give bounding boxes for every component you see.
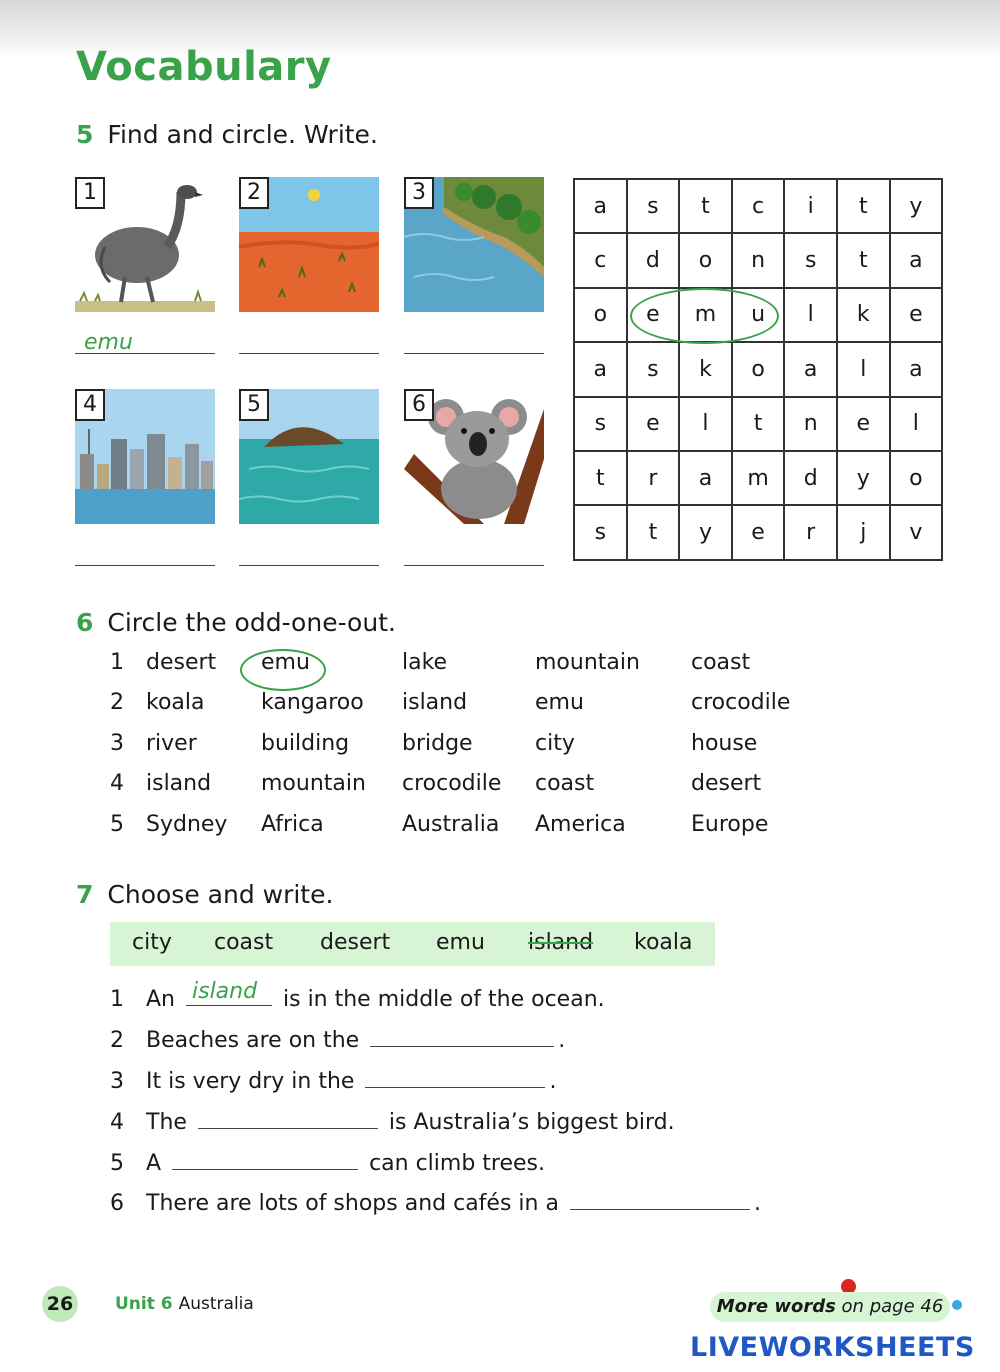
picture-koala	[404, 389, 544, 524]
answer-blank[interactable]	[186, 979, 272, 1006]
grid-letter[interactable]: y	[837, 451, 890, 505]
word-option[interactable]: lake	[402, 650, 448, 675]
odd-one-out-circle	[240, 649, 326, 691]
word-option[interactable]: desert	[146, 650, 217, 675]
grid-letter[interactable]: a	[574, 342, 627, 396]
answer-line-5[interactable]	[239, 565, 379, 566]
word-option[interactable]: America	[535, 812, 626, 837]
word-option[interactable]: koala	[146, 690, 205, 715]
unit-number: Unit 6	[115, 1294, 173, 1314]
sentence-1	[110, 979, 605, 1012]
exercise-6-heading	[76, 608, 396, 637]
word-option[interactable]: coast	[691, 650, 751, 675]
answer-line-6[interactable]	[404, 565, 544, 566]
answer-emu: emu	[84, 330, 133, 355]
word-option[interactable]: Sydney	[146, 812, 228, 837]
answer-line-3[interactable]	[404, 353, 544, 354]
sentence-text: A	[146, 1151, 162, 1176]
sentence-2	[110, 1026, 565, 1053]
sentence-text: is Australia’s biggest bird.	[388, 1110, 675, 1135]
answer-blank[interactable]	[570, 1189, 750, 1210]
grid-letter[interactable]: a	[679, 451, 732, 505]
picture-desert	[239, 177, 379, 312]
word-option[interactable]: city	[535, 731, 575, 756]
sentence-3	[110, 1067, 556, 1094]
more-words-link[interactable]	[710, 1292, 950, 1322]
grid-letter[interactable]: k	[679, 342, 732, 396]
exercise-instruction: Find and circle. Write.	[107, 120, 378, 149]
grid-letter[interactable]: t	[679, 179, 732, 233]
row-number: 2	[110, 690, 124, 715]
sentence-text: Beaches are on the	[146, 1028, 360, 1053]
grid-letter[interactable]: e	[890, 288, 943, 342]
sentence-text: The	[146, 1110, 187, 1135]
word-bank-item: emu	[436, 930, 485, 955]
grid-letter[interactable]: t	[837, 233, 890, 287]
answer-blank[interactable]	[370, 1026, 554, 1047]
exercise-number: 5	[76, 120, 94, 149]
grid-letter[interactable]: i	[784, 179, 837, 233]
grid-letter[interactable]: l	[837, 342, 890, 396]
row-number: 3	[110, 731, 124, 756]
sentence-text: is in the middle of the ocean.	[283, 987, 605, 1012]
exercise-5-heading	[76, 120, 378, 149]
unit-label	[115, 1294, 254, 1314]
grid-letter[interactable]: y	[890, 179, 943, 233]
grid-letter[interactable]: l	[784, 288, 837, 342]
sentence-4	[110, 1108, 675, 1135]
sentence-text: There are lots of shops and cafés in a	[146, 1191, 559, 1216]
grid-letter[interactable]: s	[627, 179, 680, 233]
sentence-number: 6	[110, 1191, 124, 1216]
row-number: 5	[110, 812, 124, 837]
answer-blank[interactable]	[365, 1067, 545, 1088]
grid-letter[interactable]: d	[784, 451, 837, 505]
grid-letter[interactable]: o	[574, 288, 627, 342]
picture-number: 4	[75, 389, 105, 421]
grid-letter[interactable]: s	[627, 342, 680, 396]
word-bank-item-used: island	[528, 930, 594, 955]
grid-letter[interactable]: c	[732, 179, 785, 233]
grid-row	[574, 342, 942, 396]
grid-letter[interactable]: u	[732, 288, 785, 342]
grid-letter[interactable]: s	[784, 233, 837, 287]
word-option[interactable]: kangaroo	[261, 690, 364, 715]
exercise-number: 7	[76, 880, 94, 909]
sentence-number: 5	[110, 1151, 124, 1176]
picture-coast	[404, 177, 544, 312]
grid-letter[interactable]: t	[574, 451, 627, 505]
grid-letter[interactable]: l	[890, 397, 943, 451]
grid-letter[interactable]: e	[732, 505, 785, 559]
word-option[interactable]: crocodile	[402, 771, 502, 796]
sentence-number: 2	[110, 1028, 124, 1053]
grid-letter[interactable]: s	[574, 505, 627, 559]
answer-blank[interactable]	[172, 1149, 358, 1170]
answer-line-2[interactable]	[239, 353, 379, 354]
word-option[interactable]: crocodile	[691, 690, 791, 715]
picture-number: 5	[239, 389, 269, 421]
grid-letter[interactable]: t	[837, 179, 890, 233]
word-option[interactable]: island	[402, 690, 468, 715]
word-bank-item: koala	[634, 930, 693, 955]
sentence-text: An	[146, 987, 175, 1012]
word-option[interactable]: building	[261, 731, 350, 756]
grid-letter[interactable]: a	[890, 233, 943, 287]
grid-letter[interactable]: a	[574, 179, 627, 233]
word-option[interactable]: emu	[535, 690, 584, 715]
grid-letter[interactable]: n	[784, 397, 837, 451]
answer-line-4[interactable]	[75, 565, 215, 566]
word-bank-item: coast	[214, 930, 274, 955]
grid-letter[interactable]: y	[679, 505, 732, 559]
grid-letter[interactable]: r	[784, 505, 837, 559]
word-option[interactable]: bridge	[402, 731, 473, 756]
grid-letter[interactable]: c	[574, 233, 627, 287]
grid-letter[interactable]: a	[784, 342, 837, 396]
more-words-page: on page 46	[841, 1296, 944, 1317]
exercise-instruction: Circle the odd-one-out.	[107, 608, 396, 637]
page-title: Vocabulary	[76, 44, 332, 90]
grid-letter[interactable]: l	[679, 397, 732, 451]
sentence-text: can climb trees.	[369, 1151, 545, 1176]
grid-row	[574, 505, 942, 559]
blue-dot-icon	[952, 1300, 962, 1310]
grid-letter[interactable]: e	[627, 397, 680, 451]
picture-city	[75, 389, 215, 524]
picture-number: 3	[404, 177, 434, 209]
grid-letter[interactable]: m	[679, 288, 732, 342]
word-option[interactable]: coast	[535, 771, 595, 796]
grid-row	[574, 397, 942, 451]
found-word-circle	[630, 288, 779, 344]
sentence-number: 1	[110, 987, 124, 1012]
filled-answer: island	[192, 979, 258, 1004]
answer-line-1[interactable]	[75, 353, 215, 354]
sentence-text: .	[558, 1028, 566, 1053]
sentence-text: .	[753, 1191, 761, 1216]
word-option[interactable]: Africa	[261, 812, 324, 837]
word-option[interactable]: mountain	[261, 771, 366, 796]
picture-emu	[75, 177, 215, 312]
grid-letter[interactable]: a	[890, 342, 943, 396]
unit-name: Australia	[178, 1294, 254, 1314]
sentence-text: .	[549, 1069, 557, 1094]
sentence-text: It is very dry in the	[146, 1069, 355, 1094]
row-number: 4	[110, 771, 124, 796]
word-option[interactable]: Australia	[402, 812, 500, 837]
grid-letter[interactable]: t	[627, 505, 680, 559]
word-option[interactable]: house	[691, 731, 758, 756]
sentence-6	[110, 1189, 761, 1216]
sentence-5	[110, 1149, 545, 1176]
liveworksheets-logo: LIVEWORKSHEETS	[690, 1332, 975, 1363]
word-bank-item: desert	[320, 930, 391, 955]
page-number: 26	[42, 1286, 78, 1322]
word-option[interactable]: emu	[261, 650, 310, 675]
picture-number: 1	[75, 177, 105, 209]
more-words-label: More words	[716, 1296, 836, 1317]
grid-letter[interactable]: t	[732, 397, 785, 451]
row-number: 1	[110, 650, 124, 675]
exercise-number: 6	[76, 608, 94, 637]
word-bank-item: city	[132, 930, 172, 955]
word-bank	[110, 922, 715, 966]
grid-letter[interactable]: e	[837, 397, 890, 451]
word-search-grid	[573, 178, 943, 561]
grid-row	[574, 451, 942, 505]
grid-letter[interactable]: k	[837, 288, 890, 342]
grid-letter[interactable]: v	[890, 505, 943, 559]
word-option[interactable]: Europe	[691, 812, 769, 837]
picture-number: 2	[239, 177, 269, 209]
grid-letter[interactable]: n	[732, 233, 785, 287]
grid-letter[interactable]: o	[679, 233, 732, 287]
picture-island	[239, 389, 379, 524]
grid-letter[interactable]: s	[574, 397, 627, 451]
word-option[interactable]: river	[146, 731, 197, 756]
sentence-number: 4	[110, 1110, 124, 1135]
grid-letter[interactable]: m	[732, 451, 785, 505]
grid-letter[interactable]: e	[627, 288, 680, 342]
word-option[interactable]: desert	[691, 771, 762, 796]
word-option[interactable]: mountain	[535, 650, 640, 675]
grid-row	[574, 179, 942, 233]
grid-letter[interactable]: r	[627, 451, 680, 505]
exercise-instruction: Choose and write.	[107, 880, 334, 909]
word-option[interactable]: island	[146, 771, 212, 796]
answer-blank[interactable]	[198, 1108, 378, 1129]
grid-row	[574, 233, 942, 287]
grid-letter[interactable]: d	[627, 233, 680, 287]
grid-letter[interactable]: j	[837, 505, 890, 559]
exercise-7-heading	[76, 880, 333, 909]
grid-letter[interactable]: o	[732, 342, 785, 396]
picture-number: 6	[404, 389, 434, 421]
sentence-number: 3	[110, 1069, 124, 1094]
grid-letter[interactable]: o	[890, 451, 943, 505]
